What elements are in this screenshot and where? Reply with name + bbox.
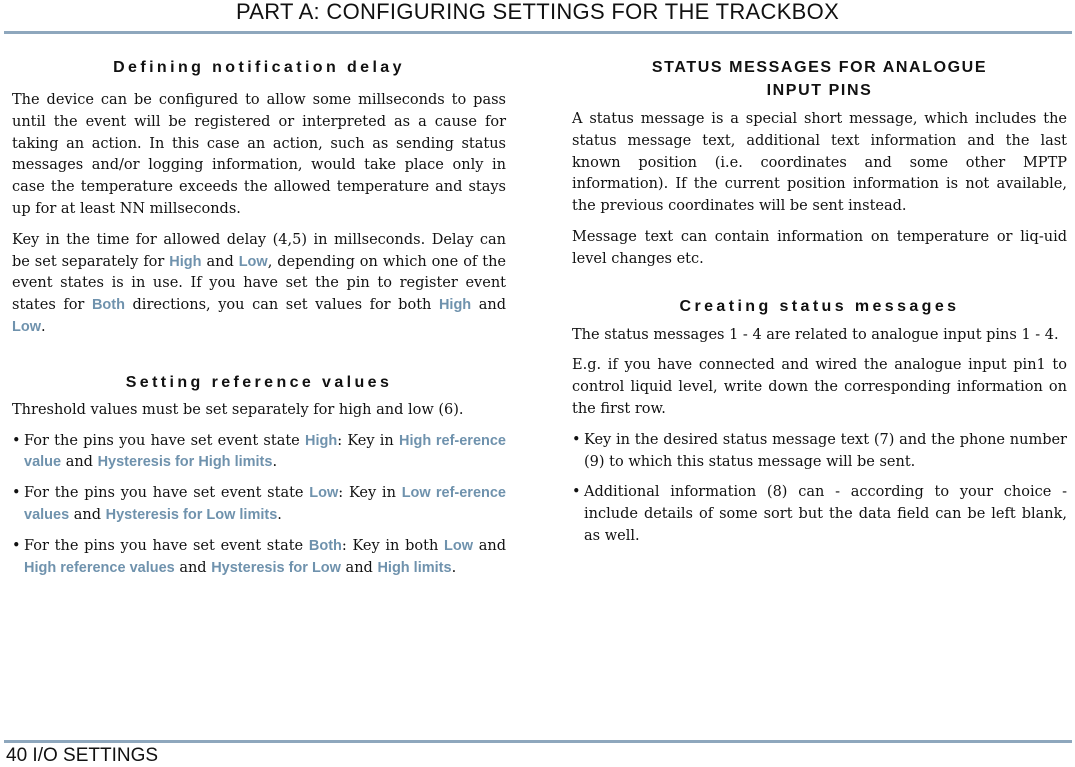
term-low: Low [444,537,474,554]
bullet-dot: • [572,484,581,501]
section-heading-status-messages: STATUS MESSAGES FOR ANALOGUE INPUT PINS [651,59,988,99]
section-heading-reference-values: Setting reference values [125,373,393,391]
left-column [12,56,506,579]
bullet-both: • For the pins you have set event state Both: Key in both Low and High reference values and Hysteresis for Low and High limits. [12,537,507,576]
bullet-high: • For the pins you have set event state High: Key in High ref-erence value and Hysteresis for High limits. [12,432,506,471]
term-high-reference-value: High ref-erence value [24,432,506,471]
section-heading-creating-status-messages: Creating status messages [679,297,960,315]
term-hysteresis-low: Hysteresis for Low [211,559,341,576]
paragraph-status-intro: A status message is a special short message, which includes the status message text, additional text information and the last known position (i.e. coordinates and some other MPTP information). If the current position information is not available, the previous coordinates will be sent instead. [572,111,1067,215]
term-high-limits: High limits [377,559,452,576]
paragraph-delay-instructions: Key in the time for allowed delay (4,5) in millseconds. Delay can be set separately for High and Low, depending on which one of the event states is in use. If you have set the pin to register event states for Both directions, you can set values for both High and Low. [12,231,506,335]
right-column [572,56,1067,548]
bullet-dot: • [12,432,21,449]
term-high: High [169,253,202,270]
term-low: Low [12,318,41,335]
bullet-dot: • [12,537,21,554]
term-low: Low [238,253,268,270]
bullet-dot: • [12,485,21,502]
term-hysteresis-low: Hysteresis for Low limits [105,506,278,523]
paragraph-example: E.g. if you have connected and wired the analogue input pin1 to control liquid level, write down the corresponding information on the first row. [572,357,1067,417]
bullet-status-text: • Key in the desired status message text (7) and the phone number (9) to which this status message will be sent. [572,431,1067,470]
term-both: Both [308,537,342,554]
page-header: PART A: CONFIGURING SETTINGS FOR THE TRACKBOX [235,0,840,24]
paragraph-status-pins: The status messages 1 - 4 are related to analogue input pins 1 - 4. [572,326,1059,343]
section-heading-notification-delay: Defining notification delay [113,59,405,76]
term-low-reference-values: Low ref-erence values [24,485,506,523]
term-high-reference-values: High reference values [24,559,175,576]
term-low: Low [309,485,339,502]
term-high: High [438,297,472,314]
term-high: High [304,432,338,449]
bullet-additional-info: • Additional information (8) can - according to your choice - include details of some sort but the data field can be left blank, as well. [572,484,1067,544]
bullet-low: • For the pins you have set event state Low: Key in Low ref-erence values and Hysteresis for Low limits. [12,485,506,523]
paragraph-threshold: Threshold values must be set separately for high and low (6). [12,401,464,418]
term-both: Both [91,297,125,314]
paragraph-message-text: Message text can contain information on temperature or liq-uid level changes etc. [572,228,1067,267]
page-footer: 40 I/O SETTINGS [6,745,159,766]
paragraph-delay-intro: The device can be configured to allow some millseconds to pass until the event will be registered or interpreted as a cause for taking an action. In this case an action, such as sending status messages and/or logging information, would take place only in case the temperature exceeds the allowed temperature and stays up for at least NN millseconds. [12,92,506,217]
term-hysteresis-high: Hysteresis for High limits [97,454,273,471]
header-rule [4,31,1072,34]
bullet-dot: • [572,431,581,448]
footer-rule [4,740,1072,743]
